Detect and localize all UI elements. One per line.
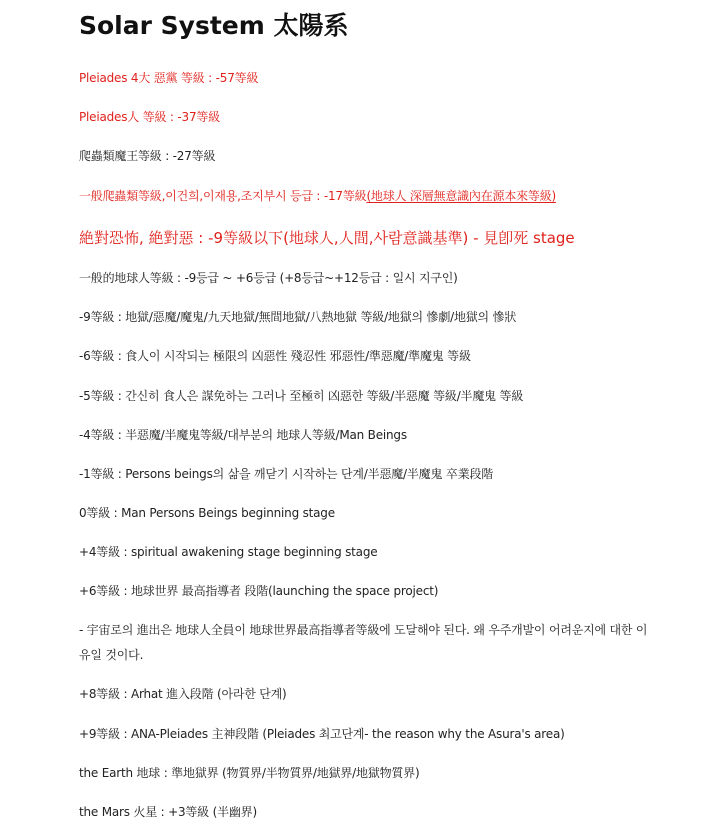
grade-minus-4-line: -4等級 : 半惡魔/半魔鬼等級/대부분의 地球人等級/Man Beings — [79, 428, 407, 442]
grade-plus-4-line: +4等級 : spiritual awakening stage beginning stage — [79, 545, 378, 559]
mars-realm-line: the Mars 火星 : +3等級 (半幽界) — [79, 805, 257, 819]
reptile-grade-underlined-note: (地球人 深層無意識內在源本來等級) — [366, 189, 557, 203]
grade-minus-5-line: -5等級 : 간신히 食人은 謀免하는 그러나 至極히 凶惡한 等級/半惡魔 等級/半魔鬼 等級 — [79, 389, 524, 403]
earth-realm-line: the Earth 地球 : 準地獄界 (物質界/半物質界/地獄界/地獄物質界) — [79, 766, 420, 780]
grade-minus-9-line: -9等級 : 地獄/惡魔/魔鬼/九天地獄/無間地獄/八熱地獄 等級/地獄의 慘劇/地獄의 慘狀 — [79, 310, 517, 324]
pleiades-person-grade-line: Pleiades人 等級 : -37等級 — [79, 110, 220, 124]
absolute-evil-line: 絶對恐怖, 絶對惡 : -9等級以下(地球人,人間,사람意識基準) - 見卽死 stage — [79, 229, 575, 247]
reptile-grade-line — [79, 186, 556, 206]
grade-minus-1-line: -1等級 : Persons beings의 삶을 깨닫기 시작하는 단계/半惡魔/半魔鬼 卒業段階 — [79, 467, 494, 481]
pleiades-evil-grade-line: Pleiades 4大 惡黨 等級 : -57等級 — [79, 71, 259, 85]
grade-0-line: 0等級 : Man Persons Beings beginning stage — [79, 506, 335, 520]
page-title: Solar System 太陽系 — [79, 11, 349, 40]
general-earthling-grade-line: 一般的地球人等級 : -9등급 ~ +6등급 (+8등급~+12등급 : 일시 지구인) — [79, 271, 458, 285]
grade-minus-6-line: -6等級 : 食人이 시작되는 極限의 凶惡性 殘忍性 邪惡性/準惡魔/準魔鬼 等級 — [79, 349, 471, 363]
grade-plus-8-line: +8等級 : Arhat 進入段階 (아라한 단계) — [79, 687, 287, 701]
reptile-king-grade-line: 爬蟲類魔王等級 : -27等級 — [79, 149, 216, 163]
grade-plus-6-line: +6等級 : 地球世界 最高指導者 段階(launching the space project) — [79, 584, 439, 598]
reptile-grade-text: 一般爬蟲類等級,이건희,이재용,조지부시 등급 : -17等級 — [79, 189, 367, 203]
space-advance-note: - 宇宙로의 進出은 地球人全員이 地球世界最高指導者等級에 도달해야 된다. 왜 우주개발이 어려운지에 대한 이유일 것이다. — [79, 623, 648, 662]
grade-plus-9-line: +9等級 : ANA-Pleiades 主神段階 (Pleiades 최고단계- the reason why the Asura's area) — [79, 727, 565, 741]
